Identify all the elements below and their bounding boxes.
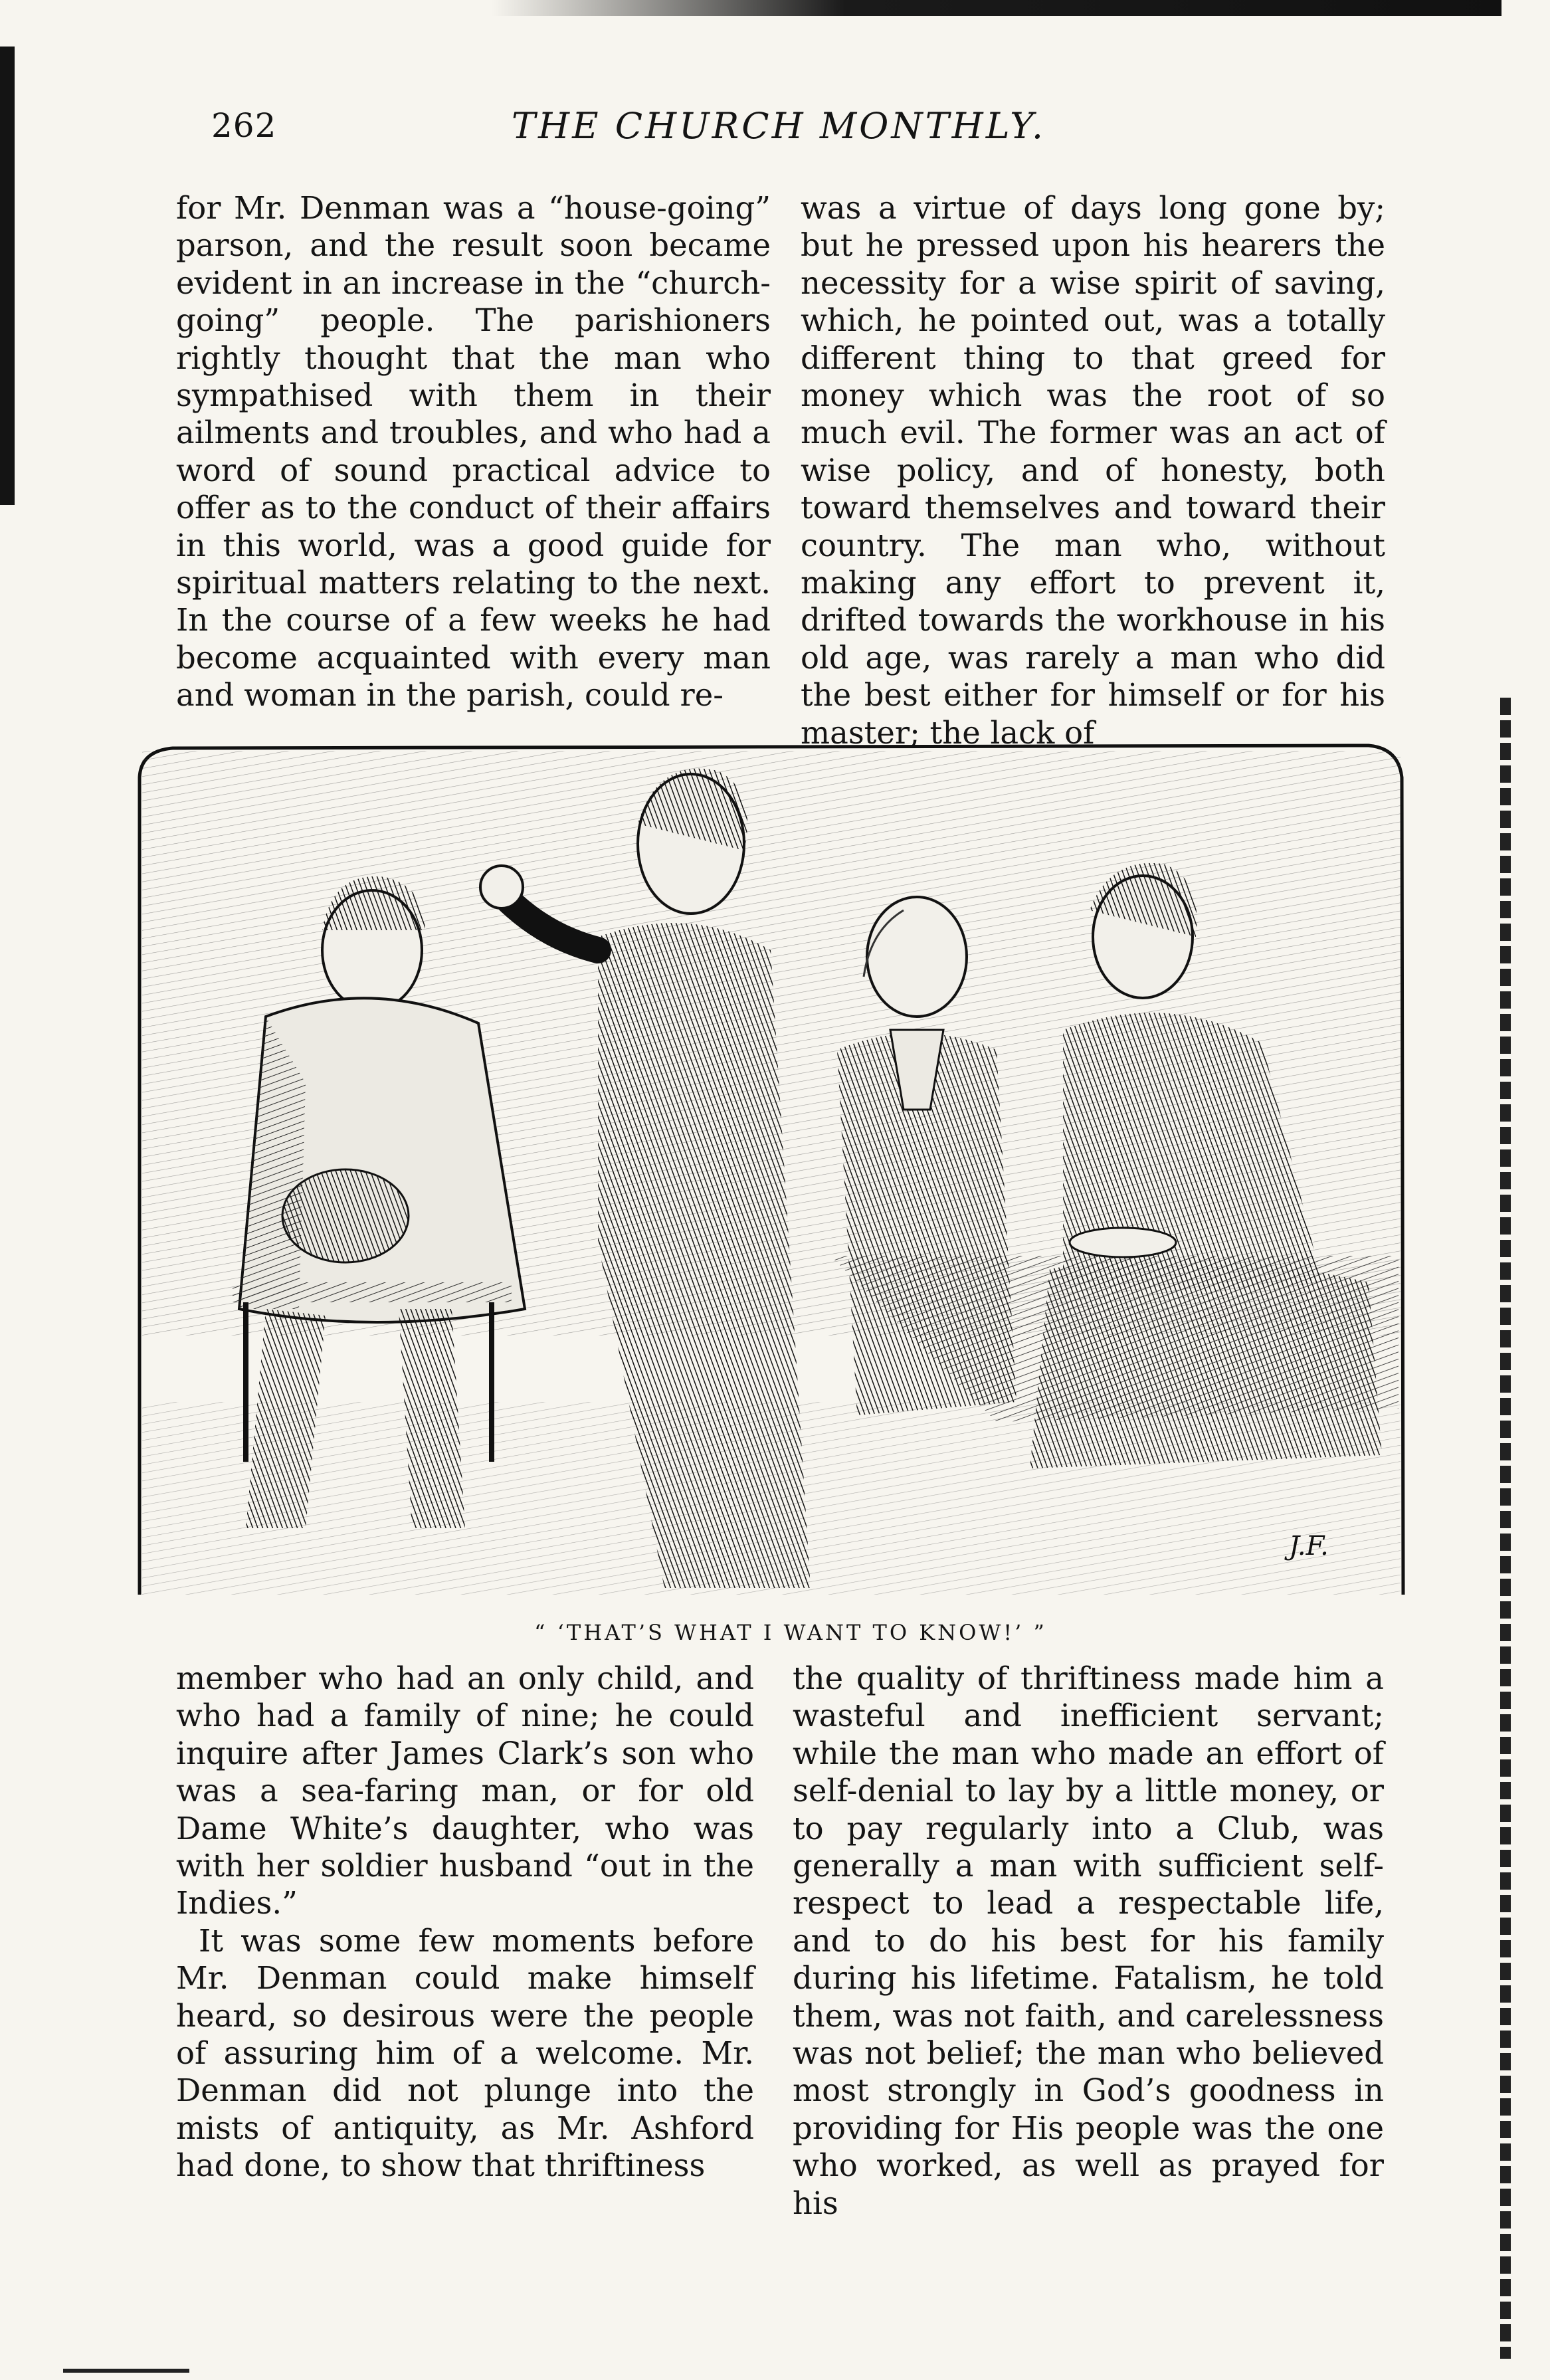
bottom-right-column — [793, 1660, 1384, 2222]
scan-top-rule — [492, 0, 1502, 16]
engraving-illustration — [133, 738, 1408, 1601]
page-number: 262 — [211, 106, 277, 145]
paragraph: for Mr. Denman was a “house-going” parson, and the result soon became evident in an increase in the “church-going” people. The parishioners rightly thought that the man who sympathised with them in their ailments and troubles, and who had a word of sound practical advice to offer as to the conduct of their affairs in this world, was a good guide for spiritual matters relating to the next. In the course of a few weeks he had become acquainted with every man and woman in the parish, could re- — [176, 190, 771, 714]
scan-right-edge — [1500, 698, 1511, 2359]
paragraph: It was some few moments before Mr. Denman could make himself heard, so desirous were the people of assuring him of a welcome. Mr. Denman did not plunge into the mists of antiquity, as Mr. Ashford had done, to show that thriftiness — [176, 1922, 754, 2184]
running-title: THE CHURCH MONTHLY. — [512, 105, 1046, 147]
top-left-column — [176, 189, 771, 714]
top-right-column — [801, 189, 1385, 751]
scan-left-edge — [0, 47, 15, 505]
paragraph: member who had an only child, and who had a family of nine; he could inquire after James Clark’s son who was a sea-faring man, or for old Dame White’s daughter, who was with her soldier husband “out in the Indies.” — [176, 1660, 754, 1922]
book — [1070, 1228, 1176, 1257]
chair — [233, 1282, 512, 1302]
artist-signature: J.F. — [1289, 1531, 1329, 1561]
hat — [282, 1169, 409, 1262]
paragraph: was a virtue of days long gone by; but he pressed upon his hearers the necessity for a wise spirit of saving, which, he pointed out, was a totally different thing to that greed for money which was the root of so much evil. The former was an act of wise policy, and of honesty, both toward themselves and toward their country. The man who, without making any effort to prevent it, drifted towards the workhouse in his old age, was rarely a man who did the best either for himself or for his master; the lack of — [801, 190, 1385, 751]
scan-bottom-mark — [63, 2369, 189, 2373]
paragraph: the quality of thriftiness made him a wasteful and inefficient servant; while the man who made an effort of self-denial to lay by a little money, or to pay regularly into a Club, was generally a man with sufficient self-respect to lead a respectable life, and to do his best for his family during his lifetime. Fatalism, he told them, was not faith, and carelessness was not belief; the man who believed most strongly in God’s goodness in providing for His people was the one who worked, as well as prayed for his — [793, 1660, 1384, 2221]
bottom-left-column — [176, 1660, 754, 2185]
illustration-caption: “ ‘THAT’S WHAT I WANT TO KNOW!’ ” — [534, 1620, 1047, 1645]
